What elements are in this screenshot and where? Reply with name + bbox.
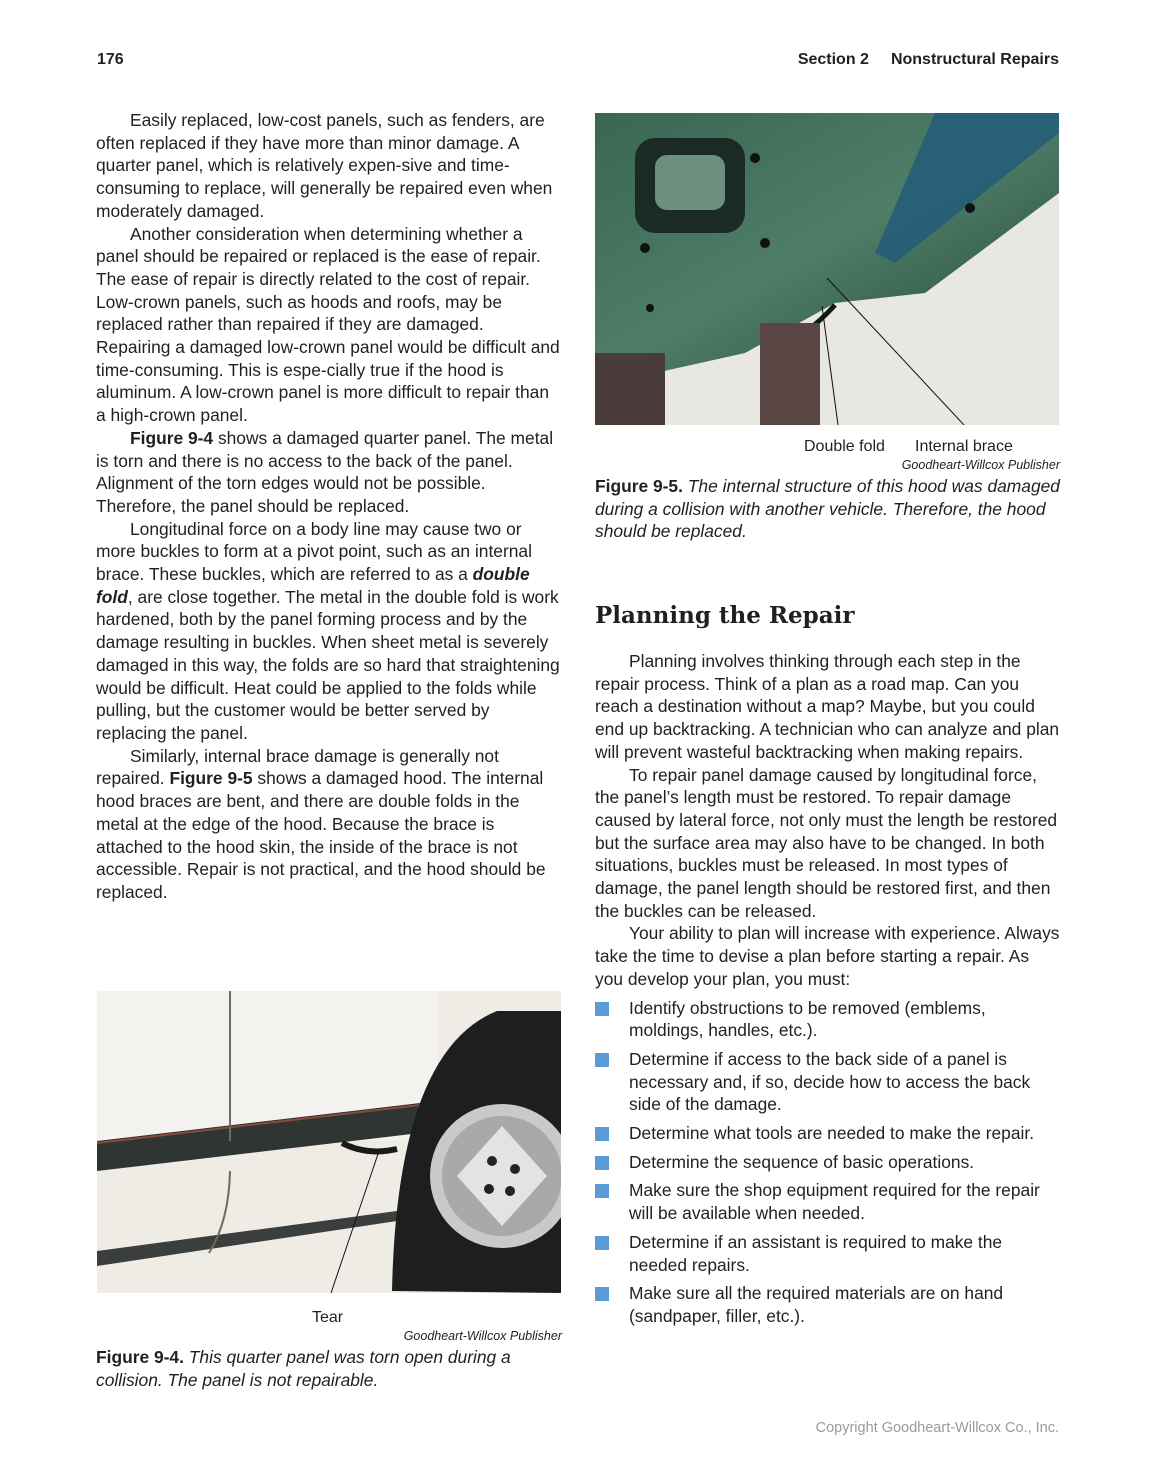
caption-number: Figure 9-4. bbox=[96, 1347, 184, 1367]
square-bullet-icon bbox=[595, 1156, 609, 1170]
section-title bbox=[798, 51, 1059, 69]
list-item: Identify obstructions to be removed (emblems, moldings, handles, etc.). bbox=[595, 997, 1061, 1042]
callout-tear: Tear bbox=[312, 1309, 344, 1326]
quarter-panel-illustration bbox=[97, 991, 561, 1293]
section-name: Nonstructural Repairs bbox=[890, 51, 1059, 68]
left-column-text bbox=[96, 109, 562, 904]
figure-caption bbox=[96, 1346, 562, 1391]
paragraph: Similarly, internal brace damage is generally not repaired. Figure 9-5 shows a damaged hood. The internal hood braces are bent, and there are double folds in the metal at the edge of the hood. Because the brace is attached to the hood skin, the inside of the brace is not accessible. Repair is not practical, and the hood should be replaced. bbox=[96, 745, 546, 902]
paragraph: Your ability to plan will increase with experience. Always take the time to devise a plan before starting a repair. As you develop your plan, you must: bbox=[595, 923, 1060, 989]
paragraph: Longitudinal force on a body line may cause two or more buckles to form at a pivot point, such as an internal brace. These buckles, which are referred to as a double fold, are close together. The metal in the double fold is work hardened, both by the panel forming process and by the damage resulting in buckles. When sheet metal is severely damaged in this way, the folds are so hard that straightening would be difficult. Heat could be applied to the folds while pulling, but the customer would be better served by replacing the panel. bbox=[96, 518, 560, 743]
square-bullet-icon bbox=[595, 1127, 609, 1141]
caption-number: Figure 9-5. bbox=[595, 476, 683, 496]
section-heading: Planning the Repair bbox=[595, 602, 855, 629]
paragraph: Figure 9-4 shows a damaged quarter panel. The metal is torn and there is no access to the back of the panel. Alignment of the torn edges would not be possible. Therefore, the panel should be replaced. bbox=[96, 427, 554, 516]
paragraph: Another consideration when determining whether a panel should be repaired or replaced is the ease of repair. The ease of repair is directly related to the cost of repair. Low-crown panels, such as hoods and roofs, may be replaced rather than repaired if they are damaged. Repairing a damaged low-crown panel would be difficult and time-consuming. This is espe-cially true if the hood is aluminum. A low-crown panel is more difficult to repair than a high-crown panel. bbox=[96, 223, 560, 426]
square-bullet-icon bbox=[595, 1002, 609, 1016]
photo-credit: Goodheart-Willcox Publisher bbox=[403, 1329, 562, 1343]
list-item: Make sure all the required materials are on hand (sandpaper, filler, etc.). bbox=[595, 1282, 1061, 1327]
square-bullet-icon bbox=[595, 1053, 609, 1067]
square-bullet-icon bbox=[595, 1184, 609, 1198]
quarter-panel-photo bbox=[97, 991, 561, 1293]
figure-caption bbox=[595, 475, 1061, 543]
callout-double-fold: Double fold bbox=[804, 438, 885, 455]
planning-checklist bbox=[595, 997, 1061, 1328]
paragraph: Planning involves thinking through each step in the repair process. Think of a plan as a road map. Can you reach a destination without a map? Maybe, but you could end up backtracking. A technician who can analyze and plan will prevent wasteful backtracking when making repairs. bbox=[595, 651, 1060, 762]
list-item: Determine if an assistant is required to make the needed repairs. bbox=[595, 1231, 1061, 1276]
key-term: double fold bbox=[96, 564, 530, 607]
caption-text: This quarter panel was torn open during a collision. The panel is not repairable. bbox=[96, 1347, 511, 1390]
figure-reference: Figure 9-4 bbox=[130, 427, 214, 448]
section-number: Section 2 bbox=[797, 51, 869, 68]
figure-9-4 bbox=[96, 991, 562, 1391]
hood-illustration bbox=[595, 113, 1059, 425]
list-item: Determine the sequence of basic operations. bbox=[595, 1151, 1061, 1174]
page-number: 176 bbox=[97, 51, 124, 68]
square-bullet-icon bbox=[595, 1287, 609, 1301]
paragraph: Easily replaced, low-cost panels, such as fenders, are often replaced if they have more than minor damage. A quarter panel, which is relatively expen-sive and time-consuming to replace, will generally be repaired even when moderately damaged. bbox=[96, 110, 553, 221]
paragraph: To repair panel damage caused by longitudinal force, the panel’s length must be restored. To repair damage caused by lateral force, not only must the length be restored but the surface area may also have to be changed. In both situations, buckles must be released. In most types of damage, the panel length should be restored first, and then the buckles can be released. bbox=[595, 764, 1058, 921]
running-head bbox=[97, 51, 1059, 69]
copyright-footer: Copyright Goodheart-Willcox Co., Inc. bbox=[815, 1420, 1059, 1436]
list-item: Determine what tools are needed to make the repair. bbox=[595, 1122, 1061, 1145]
caption-text: The internal structure of this hood was damaged during a collision with another vehicle. Therefore, the hood should be replaced. bbox=[595, 476, 1060, 542]
callout-internal-brace: Internal brace bbox=[915, 438, 1013, 455]
square-bullet-icon bbox=[595, 1236, 609, 1250]
figure-9-5 bbox=[595, 113, 1060, 543]
figure-reference: Figure 9-5 bbox=[169, 768, 253, 789]
right-column-text bbox=[595, 650, 1061, 1334]
hood-photo bbox=[595, 113, 1059, 425]
list-item: Determine if access to the back side of a panel is necessary and, if so, decide how to access the back side of the damage. bbox=[595, 1048, 1061, 1116]
list-item: Make sure the shop equipment required for the repair will be available when needed. bbox=[595, 1179, 1061, 1224]
photo-credit: Goodheart-Willcox Publisher bbox=[901, 458, 1060, 472]
